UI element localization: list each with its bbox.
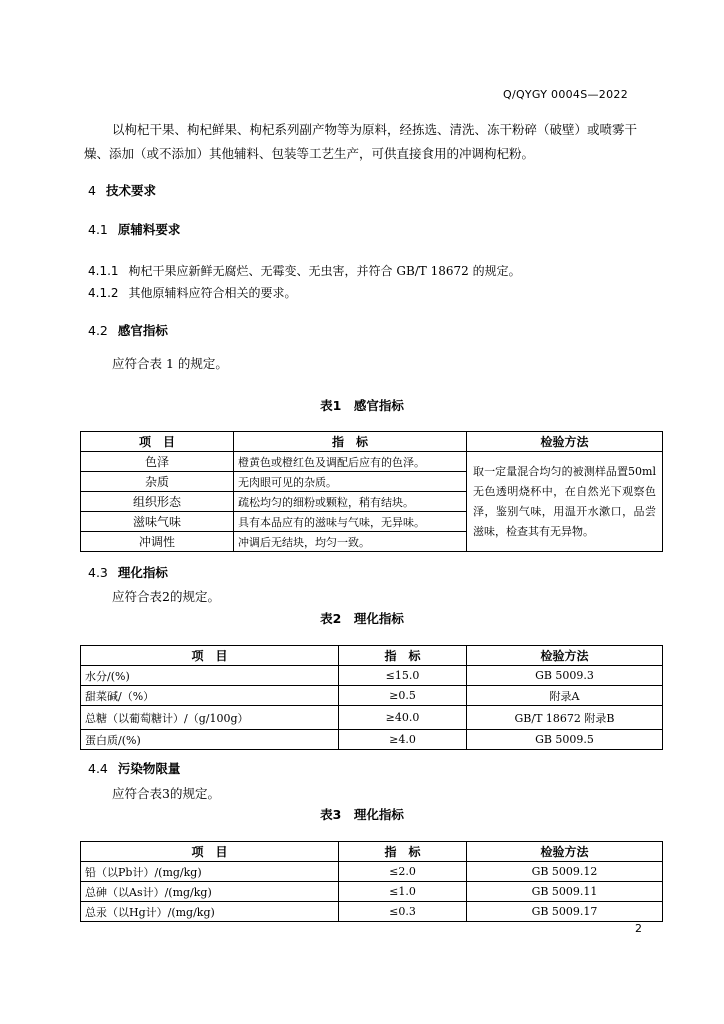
clause-4-1-1: [88, 262, 521, 279]
table3-caption: 表3 理化指标: [320, 807, 404, 822]
section-4-1-heading: [88, 220, 180, 238]
document-id-header: Q/QYGY 0004S—2022: [502, 88, 628, 101]
table1-sensory: [80, 431, 663, 552]
clause-number: 4.1.2: [88, 286, 119, 300]
section-title: 原辅料要求: [117, 222, 181, 237]
table3-contaminants: [80, 841, 663, 922]
limit-cell: ≤15.0: [339, 666, 467, 686]
table-row: [81, 862, 663, 882]
table-header-row: [81, 646, 663, 666]
clause-text: 其他原辅料应符合相关的要求。: [128, 286, 297, 300]
requirement-cell: 疏松均匀的细粉或颗粒，稍有结块。: [234, 492, 467, 512]
limit-cell: ≥4.0: [339, 730, 467, 750]
section-number: 4: [88, 183, 96, 198]
column-header: 检验方法: [467, 842, 663, 862]
table2-physicochemical: [80, 645, 663, 750]
table-row: [81, 686, 663, 706]
method-cell: GB 5009.3: [467, 666, 663, 686]
column-header: 检验方法: [467, 646, 663, 666]
page-number: 2: [635, 922, 642, 935]
section-number: 4.2: [88, 323, 108, 338]
item-cell: 铅（以Pb计）/(mg/kg): [81, 862, 339, 882]
intro-paragraph: 以枸杞干果、枸杞鲜果、枸杞系列副产物等为原料，经拣选、清洗、冻干粉碎（破壁）或喷雾干燥、添加（或不添加）其他辅料、包装等工艺生产，可供直接食用的冲调枸杞粉。: [84, 122, 638, 161]
item-cell: 组织形态: [81, 492, 234, 512]
section-title: 污染物限量: [117, 761, 181, 776]
table-header-row: [81, 432, 663, 452]
section-4-4-body: 应符合表3的规定。: [112, 786, 220, 801]
table-row: [81, 706, 663, 730]
item-cell: 滋味气味: [81, 512, 234, 532]
clause-number: 4.1.1: [88, 264, 119, 278]
section-number: 4.1: [88, 222, 108, 237]
table-row: [81, 452, 663, 472]
column-header: 指 标: [339, 842, 467, 862]
table1-caption: 表1 感官指标: [320, 398, 404, 413]
section-4-3-body: 应符合表2的规定。: [112, 589, 220, 604]
section-title: 感官指标: [117, 323, 168, 338]
column-header: 项 目: [81, 842, 339, 862]
column-header: 指 标: [234, 432, 467, 452]
table-row: [81, 902, 663, 922]
item-cell: 冲调性: [81, 532, 234, 552]
table-row: [81, 882, 663, 902]
method-cell: GB/T 18672 附录B: [467, 706, 663, 730]
section-4-2-heading: [88, 321, 168, 339]
item-cell: 蛋白质/(%): [81, 730, 339, 750]
section-4-3-heading: [88, 563, 168, 581]
limit-cell: ≤2.0: [339, 862, 467, 882]
section-title: 技术要求: [105, 183, 156, 198]
section-number: 4.4: [88, 761, 108, 776]
method-cell: GB 5009.12: [467, 862, 663, 882]
limit-cell: ≤0.3: [339, 902, 467, 922]
limit-cell: ≥0.5: [339, 686, 467, 706]
item-cell: 色泽: [81, 452, 234, 472]
item-cell: 甜菜碱/（%）: [81, 686, 339, 706]
method-cell: GB 5009.5: [467, 730, 663, 750]
table2-caption: 表2 理化指标: [320, 611, 404, 626]
column-header: 检验方法: [467, 432, 663, 452]
method-cell: 取一定量混合均匀的被测样品置50ml 无色透明烧杯中，在自然光下观察色泽，鉴别气味，用温开水漱口，品尝滋味，检查其有无异物。: [467, 452, 663, 552]
requirement-cell: 具有本品应有的滋味与气味，无异味。: [234, 512, 467, 532]
table-row: [81, 666, 663, 686]
item-cell: 杂质: [81, 472, 234, 492]
column-header: 指 标: [339, 646, 467, 666]
method-cell: 附录A: [467, 686, 663, 706]
section-number: 4.3: [88, 565, 108, 580]
clause-4-1-2: [88, 284, 297, 301]
table-row: [81, 730, 663, 750]
column-header: 项 目: [81, 646, 339, 666]
requirement-cell: 无肉眼可见的杂质。: [234, 472, 467, 492]
item-cell: 水分/(%): [81, 666, 339, 686]
table-header-row: [81, 842, 663, 862]
method-cell: GB 5009.11: [467, 882, 663, 902]
column-header: 项 目: [81, 432, 234, 452]
item-cell: 总砷（以As计）/(mg/kg): [81, 882, 339, 902]
requirement-cell: 冲调后无结块，均匀一致。: [234, 532, 467, 552]
section-4-4-heading: [88, 759, 180, 777]
section-4-heading: [88, 181, 156, 199]
section-title: 理化指标: [117, 565, 168, 580]
requirement-cell: 橙黄色或橙红色及调配后应有的色泽。: [234, 452, 467, 472]
limit-cell: ≥40.0: [339, 706, 467, 730]
section-4-2-body: 应符合表 1 的规定。: [112, 356, 228, 371]
clause-text: 枸杞干果应新鲜无腐烂、无霉变、无虫害，并符合 GB/T 18672 的规定。: [128, 264, 521, 278]
method-cell: GB 5009.17: [467, 902, 663, 922]
item-cell: 总汞（以Hg计）/(mg/kg): [81, 902, 339, 922]
item-cell: 总糖（以葡萄糖计）/（g/100g）: [81, 706, 339, 730]
limit-cell: ≤1.0: [339, 882, 467, 902]
